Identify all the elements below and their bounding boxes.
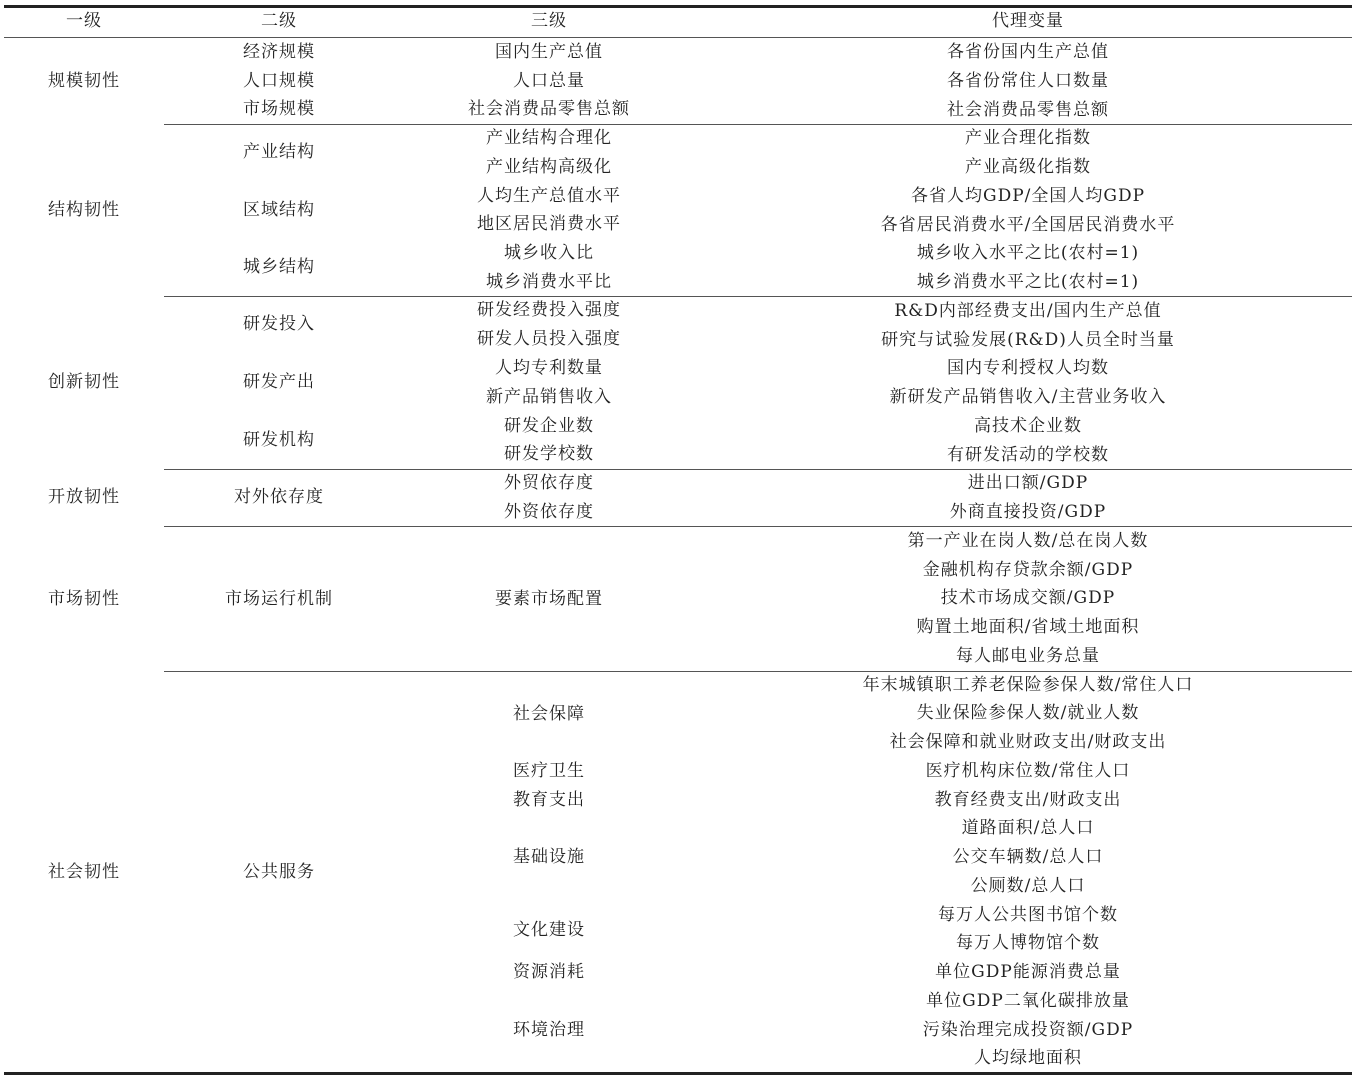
level3-label: 环境治理 (513, 1020, 585, 1040)
proxy-variable: 第一产业在岗人数/总在岗人数 (907, 531, 1149, 551)
level3-label: 地区居民消费水平 (477, 214, 621, 234)
level2-label: 人口规模 (243, 71, 315, 91)
level1-label: 社会韧性 (48, 862, 120, 882)
level1-label: 开放韧性 (48, 487, 120, 507)
level2-label: 经济规模 (243, 42, 315, 62)
proxy-variable: 城乡消费水平之比(农村=1) (916, 272, 1140, 292)
proxy-variable: 污染治理完成投资额/GDP (922, 1020, 1134, 1040)
level2-label: 市场规模 (243, 99, 315, 119)
proxy-variable: 技术市场成交额/GDP (940, 588, 1116, 608)
proxy-variable: 各省人均GDP/全国人均GDP (910, 186, 1146, 206)
proxy-variable: 单位GDP二氧化碳排放量 (926, 991, 1130, 1011)
level2-label: 对外依存度 (234, 487, 324, 507)
level2-label: 公共服务 (243, 862, 315, 882)
level3-label: 研发企业数 (504, 416, 594, 436)
proxy-variable: 人均绿地面积 (974, 1048, 1082, 1068)
level2-label: 研发投入 (243, 314, 315, 334)
proxy-variable: 各省份常住人口数量 (947, 71, 1109, 91)
proxy-variable: R&D内部经费支出/国内生产总值 (894, 301, 1162, 321)
proxy-variable: 研究与试验发展(R&D)人员全时当量 (881, 330, 1175, 350)
proxy-variable: 产业合理化指数 (965, 128, 1091, 148)
level3-label: 研发经费投入强度 (477, 300, 621, 320)
level2-label: 研发机构 (243, 430, 315, 450)
level3-label: 人口总量 (513, 71, 585, 91)
level3-label: 产业结构高级化 (486, 157, 612, 177)
level3-label: 社会保障 (513, 704, 585, 724)
level2-label: 区域结构 (243, 200, 315, 220)
level3-label: 社会消费品零售总额 (468, 99, 630, 119)
level3-label: 人均生产总值水平 (477, 186, 621, 206)
level1-label: 创新韧性 (48, 372, 120, 392)
level3-label: 教育支出 (513, 790, 585, 810)
proxy-variable: 有研发活动的学校数 (947, 445, 1109, 465)
proxy-variable: 道路面积/总人口 (961, 818, 1095, 838)
proxy-variable: 购置土地面积/省域土地面积 (916, 617, 1140, 637)
proxy-variable: 医疗机构床位数/常住人口 (925, 761, 1131, 781)
proxy-variable: 社会保障和就业财政支出/财政支出 (889, 732, 1167, 752)
level3-label: 资源消耗 (513, 962, 585, 982)
proxy-variable: 各省份国内生产总值 (947, 42, 1109, 62)
proxy-variable: 产业高级化指数 (965, 157, 1091, 177)
header-proxy: 代理变量 (992, 11, 1064, 31)
level3-label: 研发学校数 (504, 444, 594, 464)
proxy-variable: 单位GDP能源消费总量 (935, 962, 1121, 982)
level2-label: 城乡结构 (243, 257, 315, 277)
bottom-rule (4, 1072, 1352, 1075)
level3-label: 要素市场配置 (495, 589, 603, 609)
level3-label: 城乡消费水平比 (486, 272, 612, 292)
level3-label: 城乡收入比 (504, 243, 594, 263)
proxy-variable: 社会消费品零售总额 (947, 100, 1109, 120)
proxy-variable: 进出口额/GDP (967, 473, 1089, 493)
proxy-variable: 教育经费支出/财政支出 (934, 790, 1122, 810)
proxy-variable: 金融机构存贷款余额/GDP (922, 560, 1134, 580)
proxy-variable: 每人邮电业务总量 (956, 646, 1100, 666)
proxy-variable: 公厕数/总人口 (970, 876, 1086, 896)
level3-label: 医疗卫生 (513, 761, 585, 781)
proxy-variable: 外商直接投资/GDP (949, 502, 1107, 522)
header-level3: 三级 (531, 11, 567, 31)
proxy-variable: 每万人公共图书馆个数 (938, 905, 1118, 925)
level3-label: 国内生产总值 (495, 42, 603, 62)
level3-label: 研发人员投入强度 (477, 329, 621, 349)
header-level1: 一级 (66, 11, 102, 31)
header-level2: 二级 (261, 11, 297, 31)
level2-label: 研发产出 (243, 372, 315, 392)
level1-label: 规模韧性 (48, 71, 120, 91)
level3-label: 基础设施 (513, 847, 585, 867)
level3-label: 文化建设 (513, 920, 585, 940)
proxy-variable: 失业保险参保人数/就业人数 (916, 703, 1140, 723)
level3-label: 外贸依存度 (504, 473, 594, 493)
proxy-variable: 年末城镇职工养老保险参保人数/常住人口 (862, 675, 1194, 695)
level1-label: 市场韧性 (48, 589, 120, 609)
level3-label: 人均专利数量 (495, 358, 603, 378)
level3-label: 产业结构合理化 (486, 128, 612, 148)
level1-label: 结构韧性 (48, 200, 120, 220)
proxy-variable: 公交车辆数/总人口 (952, 847, 1104, 867)
indicator-table (4, 0, 1352, 1077)
proxy-variable: 每万人博物馆个数 (956, 933, 1100, 953)
level3-label: 新产品销售收入 (486, 387, 612, 407)
proxy-variable: 国内专利授权人均数 (947, 358, 1109, 378)
level2-label: 市场运行机制 (225, 589, 333, 609)
level2-label: 产业结构 (243, 142, 315, 162)
proxy-variable: 高技术企业数 (974, 416, 1082, 436)
proxy-variable: 新研发产品销售收入/主营业务收入 (889, 387, 1167, 407)
proxy-variable: 各省居民消费水平/全国居民消费水平 (880, 215, 1176, 235)
proxy-variable: 城乡收入水平之比(农村=1) (916, 243, 1140, 263)
level3-label: 外资依存度 (504, 502, 594, 522)
